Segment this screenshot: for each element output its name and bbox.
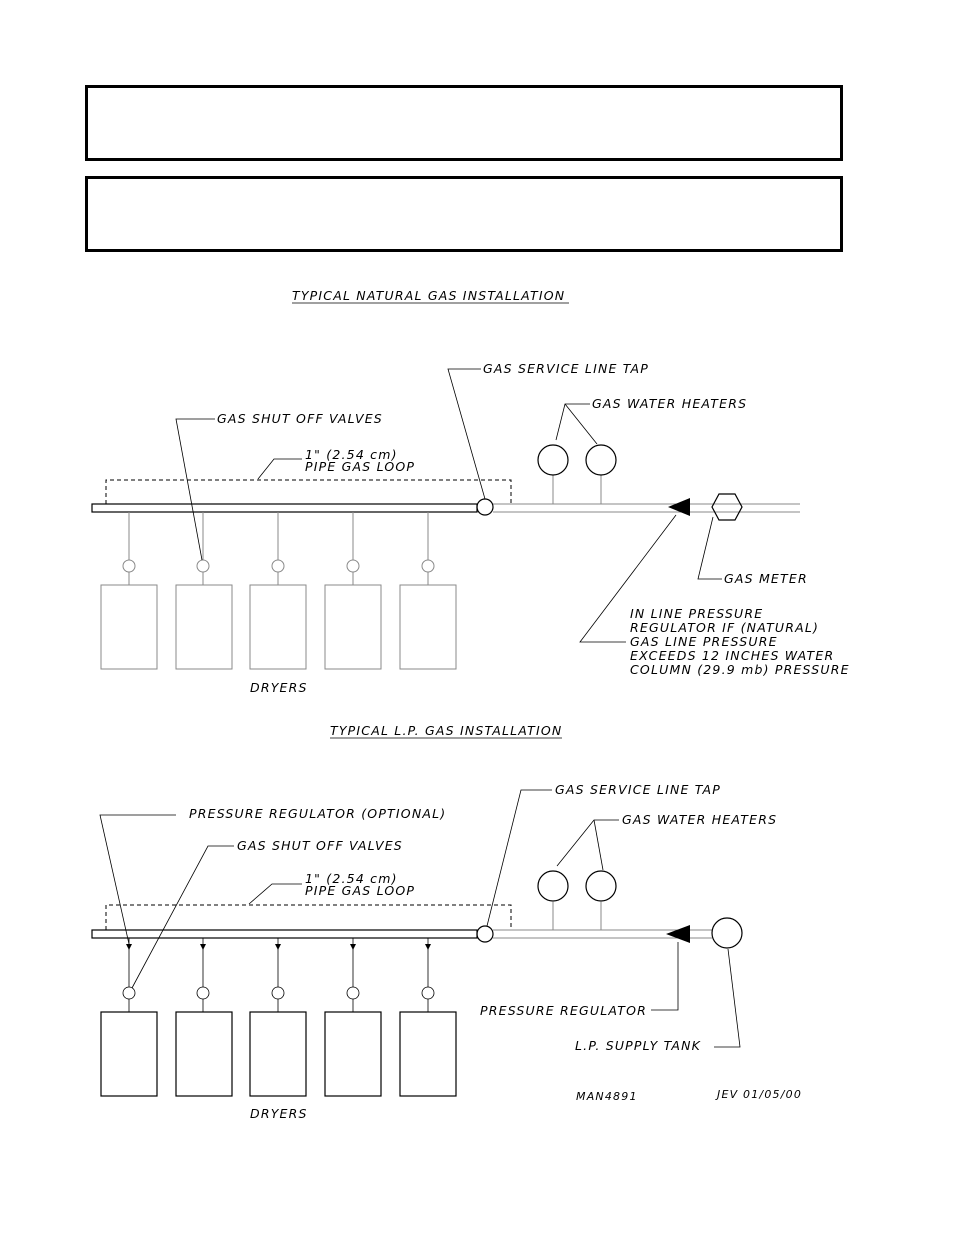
natural-regulator-note-2: REGULATOR IF (NATURAL)	[630, 620, 820, 635]
lp-dryer-group	[101, 938, 456, 1096]
natural-header-pipe	[92, 504, 477, 512]
lp-valve-1	[123, 987, 135, 999]
natural-dryer-group	[101, 512, 456, 669]
lp-pipe-loop-label-1: 1" (2.54 cm)	[305, 871, 398, 886]
lp-dryers-label: DRYERS	[250, 1106, 308, 1121]
lp-dryer-2	[176, 1012, 232, 1096]
lp-pressure-regulator-leader	[651, 942, 678, 1010]
lp-valve-3	[272, 987, 284, 999]
lp-service-tap	[477, 926, 493, 942]
natural-dryer-1	[101, 585, 157, 669]
natural-shut-off-label: GAS SHUT OFF VALVES	[217, 411, 383, 426]
natural-dryer-2	[176, 585, 232, 669]
lp-valve-4	[347, 987, 359, 999]
lp-gas-section	[92, 723, 777, 1121]
lp-dryer-3	[250, 1012, 306, 1096]
natural-pipe-loop-label-1: 1" (2.54 cm)	[305, 447, 398, 462]
lp-water-heaters-label: GAS WATER HEATERS	[622, 812, 778, 827]
natural-heater-leader-1	[556, 404, 590, 440]
lp-pipe-loop-label-2: PIPE GAS LOOP	[305, 883, 416, 898]
lp-water-heater-2	[586, 871, 616, 901]
lp-gas-title: TYPICAL L.P. GAS INSTALLATION	[330, 723, 563, 738]
natural-dryers-label: DRYERS	[250, 680, 308, 695]
lp-supply-tank-label: L.P. SUPPLY TANK	[575, 1038, 702, 1053]
lp-valve-5	[422, 987, 434, 999]
lp-heater-leader-1	[557, 820, 619, 866]
lp-flow-arrow	[666, 925, 690, 943]
lp-supply-tank-leader	[714, 949, 740, 1047]
lp-shut-off-leader	[132, 846, 234, 988]
natural-regulator-note-4: EXCEEDS 12 INCHES WATER	[630, 648, 835, 663]
natural-dryer-3	[250, 585, 306, 669]
lp-service-tap-label: GAS SERVICE LINE TAP	[555, 782, 721, 797]
revision-stamp: JEV 01/05/00	[717, 1088, 803, 1101]
lp-regulator-mark-2	[200, 944, 206, 950]
lp-pipe-loop-leader	[249, 884, 302, 904]
natural-water-heater-1	[538, 445, 568, 475]
lp-pressure-regulator-optional-label: PRESSURE REGULATOR (OPTIONAL)	[189, 806, 447, 821]
natural-water-heaters-label: GAS WATER HEATERS	[592, 396, 748, 411]
natural-dryer-4	[325, 585, 381, 669]
lp-pipe-gas-loop	[106, 905, 511, 930]
lp-dryer-1	[101, 1012, 157, 1096]
lp-pressure-regulator-label: PRESSURE REGULATOR	[480, 1003, 648, 1018]
lp-supply-tank-icon	[712, 918, 742, 948]
lp-header-pipe	[92, 930, 477, 938]
natural-flow-arrow	[668, 498, 690, 516]
natural-pipe-gas-loop	[106, 480, 511, 504]
natural-valve-1	[123, 560, 135, 572]
natural-dryer-5	[400, 585, 456, 669]
lp-dryer-5	[400, 1012, 456, 1096]
natural-pipe-loop-leader	[258, 459, 302, 479]
natural-gas-meter-label: GAS METER	[724, 571, 808, 586]
natural-valve-5	[422, 560, 434, 572]
drawing-number: MAN4891	[576, 1090, 638, 1103]
natural-water-heater-2	[586, 445, 616, 475]
natural-regulator-note-3: GAS LINE PRESSURE	[630, 634, 778, 649]
natural-gas-meter-leader	[698, 517, 722, 579]
natural-pipe-loop-label-2: PIPE GAS LOOP	[305, 459, 416, 474]
natural-valve-2	[197, 560, 209, 572]
natural-shut-off-leader	[176, 419, 215, 560]
natural-valve-4	[347, 560, 359, 572]
lp-shut-off-label: GAS SHUT OFF VALVES	[237, 838, 403, 853]
lp-dryer-4	[325, 1012, 381, 1096]
natural-service-tap-label: GAS SERVICE LINE TAP	[483, 361, 649, 376]
lp-heater-leader-2	[594, 820, 603, 870]
lp-regulator-mark-3	[275, 944, 281, 950]
lp-valve-2	[197, 987, 209, 999]
lp-regulator-mark-4	[350, 944, 356, 950]
lp-regulator-mark-1	[126, 944, 132, 950]
lp-pressure-regulator-optional-leader	[100, 815, 176, 944]
natural-service-tap	[477, 499, 493, 515]
natural-regulator-note-1: IN LINE PRESSURE	[630, 606, 764, 621]
natural-gas-section	[92, 288, 850, 695]
lp-service-tap-leader	[487, 790, 552, 926]
natural-gas-title: TYPICAL NATURAL GAS INSTALLATION	[292, 288, 566, 303]
lp-water-heater-1	[538, 871, 568, 901]
lp-regulator-mark-5	[425, 944, 431, 950]
natural-gas-meter-icon	[712, 494, 742, 520]
natural-regulator-note-5: COLUMN (29.9 mb) PRESSURE	[630, 662, 850, 677]
natural-valve-3	[272, 560, 284, 572]
